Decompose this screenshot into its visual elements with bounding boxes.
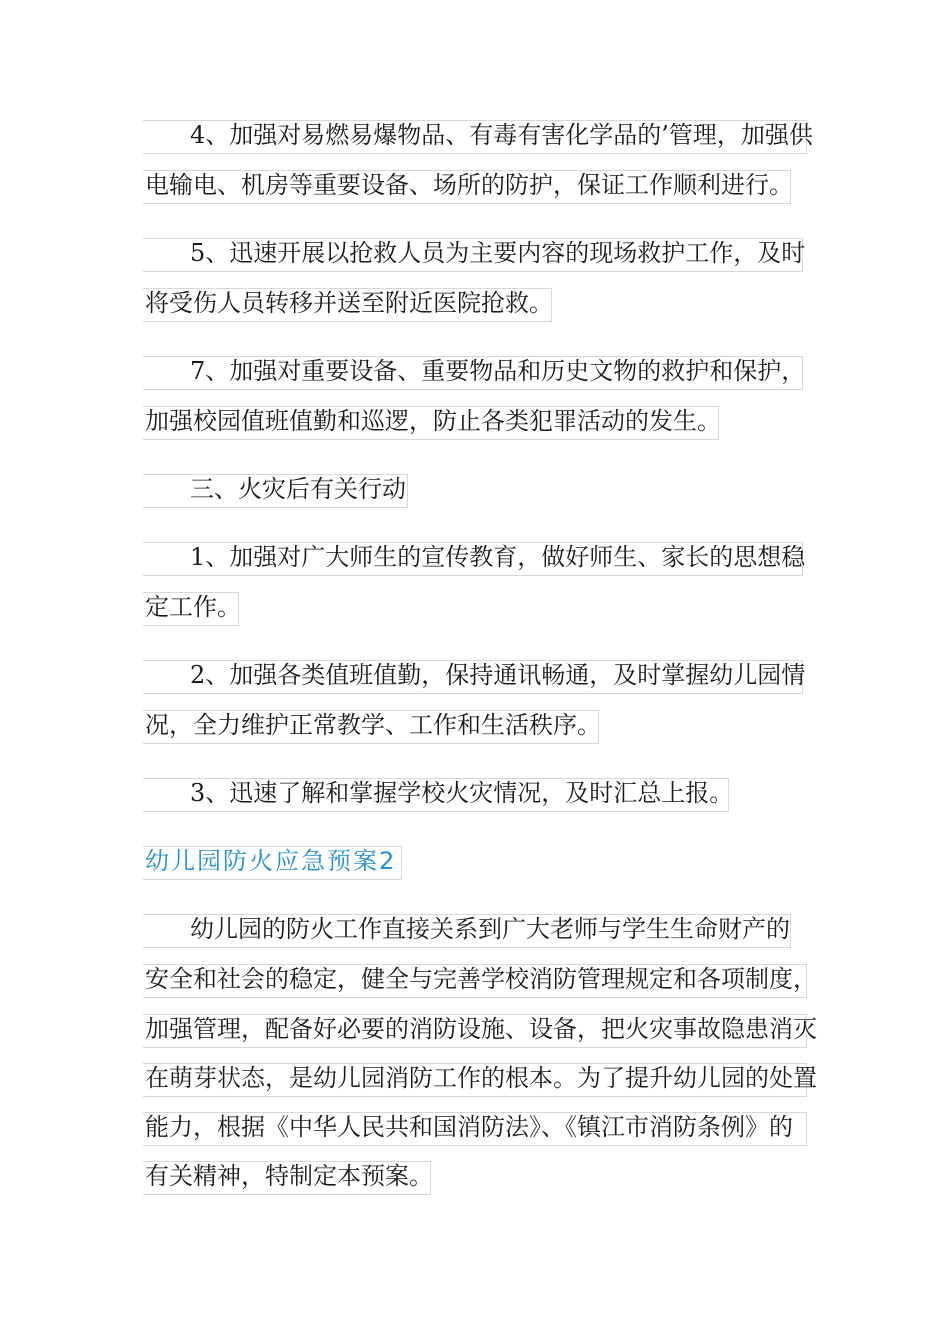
paragraph-line: 7、加强对重要设备、重要物品和历史文物的救护和保护， <box>190 357 806 385</box>
section-heading: 三、火灾后有关行动 <box>190 475 406 503</box>
paragraph-line: 5、迅速开展以抢救人员为主要内容的现场救护工作，及时 <box>190 239 806 267</box>
document-title: 幼儿园防火应急预案2 <box>145 847 397 875</box>
paragraph-line: 将受伤人员转移并送至附近医院抢救。 <box>145 289 553 317</box>
paragraph-line: 况，全力维护正常教学、工作和生活秩序。 <box>145 711 601 739</box>
paragraph-line: 定工作。 <box>145 593 241 621</box>
paragraph-line: 能力，根据《中华人民共和国消防法》、《镇江市消防条例》的 <box>145 1113 793 1141</box>
paragraph-line: 2、加强各类值班值勤，保持通讯畅通，及时掌握幼儿园情 <box>190 661 806 689</box>
paragraph-line: 加强校园值班值勤和巡逻，防止各类犯罪活动的发生。 <box>145 407 721 435</box>
paragraph-line: 4、加强对易燃易爆物品、有毒有害化学品的’管理，加强供 <box>190 121 813 149</box>
paragraph-line: 在萌芽状态，是幼儿园消防工作的根本。为了提升幼儿园的处置 <box>145 1064 817 1092</box>
paragraph-line: 电输电、机房等重要设备、场所的防护，保证工作顺利进行。 <box>145 171 793 199</box>
paragraph-line: 加强管理，配备好必要的消防设施、设备，把火灾事故隐患消灭 <box>145 1015 817 1043</box>
paragraph-line: 1、加强对广大师生的宣传教育，做好师生、家长的思想稳 <box>190 543 806 571</box>
paragraph-line: 安全和社会的稳定，健全与完善学校消防管理规定和各项制度， <box>145 965 817 993</box>
paragraph-line: 幼儿园的防火工作直接关系到广大老师与学生生命财产的 <box>190 915 790 943</box>
paragraph-line: 有关精神，特制定本预案。 <box>145 1162 433 1190</box>
paragraph-line: 3、迅速了解和掌握学校火灾情况，及时汇总上报。 <box>190 779 734 807</box>
